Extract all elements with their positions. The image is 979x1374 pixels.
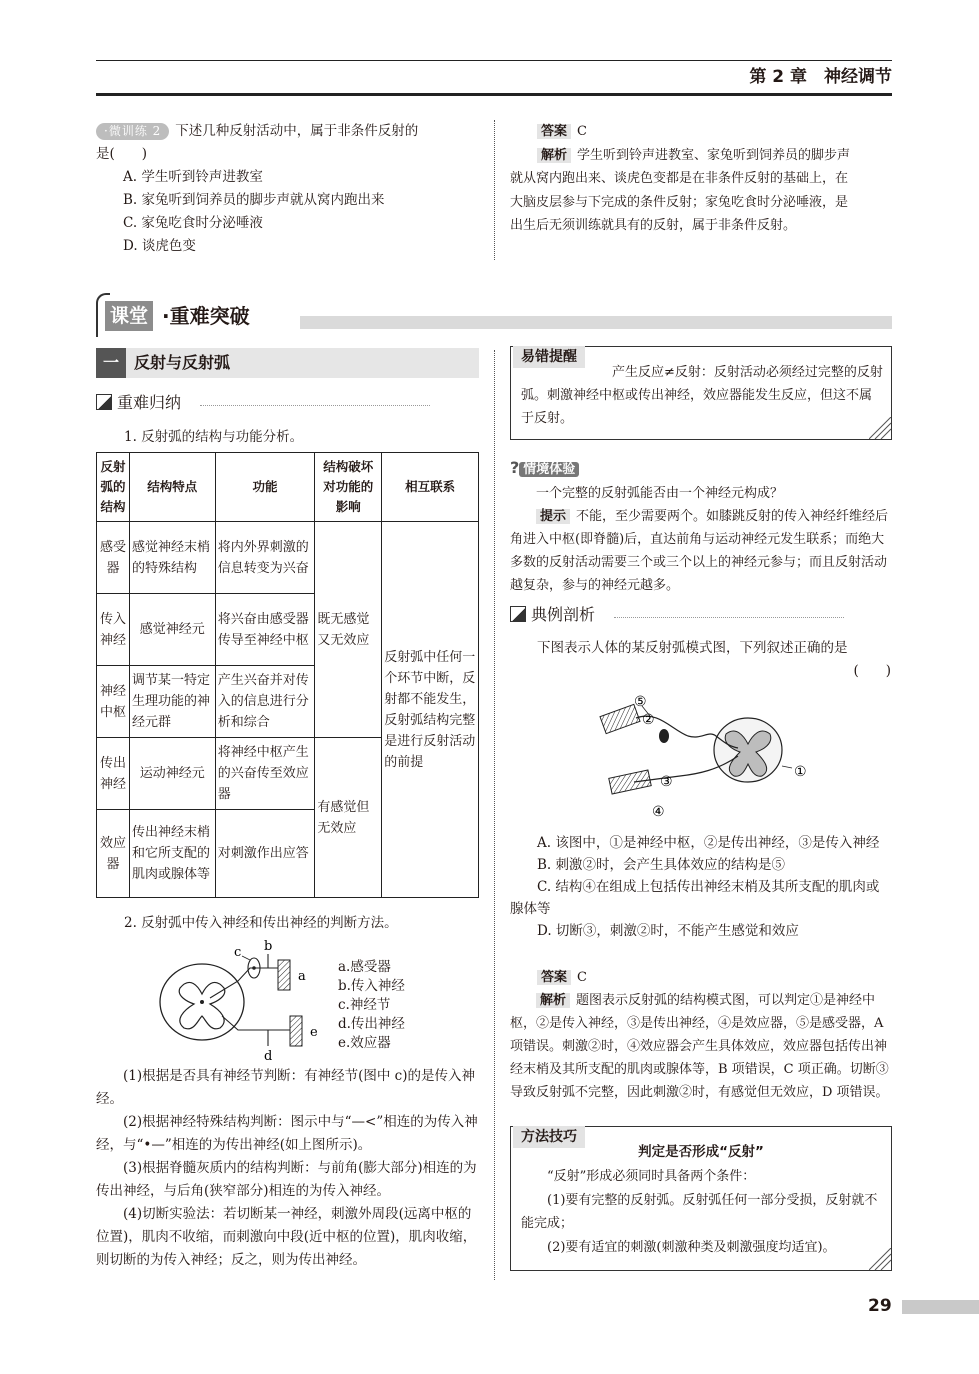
- error-reminder-text: 产生反应≠反射：反射活动必须经过完整的反射弧。刺激神经中枢或传出神经，效应器能发生反应，但这不属于反射。: [521, 365, 883, 426]
- exercise-option: B. 家兔听到饲养员的脚步声就从窝内跑出来: [123, 192, 385, 208]
- table-cell: 感觉神经元: [129, 594, 215, 666]
- table-cell: 将神经中枢产生的兴奋传至效应器: [215, 738, 315, 810]
- table-cell: 神经中枢: [97, 666, 130, 738]
- scenario-label: 情境体验: [519, 462, 579, 477]
- note-icon: [510, 606, 526, 622]
- example-answer: [510, 966, 891, 1104]
- section-tag: 课堂: [105, 301, 153, 331]
- page-number: 29: [868, 1296, 892, 1316]
- table-header: 相互联系: [382, 453, 479, 522]
- method-tips-line: (2)要有适宜的刺激(刺激种类及刺激强度均适宜)。: [547, 1239, 836, 1255]
- table-cell: 对刺激作出应答: [215, 810, 315, 898]
- table-cell: 有感觉但无效应: [315, 738, 382, 898]
- legend-item: e.效应器: [338, 1035, 391, 1051]
- method-tips-title: 判定是否形成“反射”: [638, 1144, 764, 1160]
- error-reminder-label: 易错提醒: [513, 346, 585, 368]
- scenario-question: 一个完整的反射弧能否由一个神经元构成？: [536, 486, 784, 501]
- method-paragraph: (2)根据神经特殊结构判断：图示中与“—<”相连的为传入神经，与“•—”相连的为传出神经(如上图所示)。: [96, 1114, 478, 1153]
- method-tips-box: [510, 1126, 892, 1271]
- exercise-answer: [510, 120, 891, 238]
- page-number-bar: [902, 1300, 979, 1314]
- hint-text: 不能，至少需要两个。如膝跳反射的传入神经纤维经后角进入中枢(即脊髓)后，直达前角与运动神经元发生联系；而绝大多数的反射活动需要三个或三个以上的神经元参与；而且反射活动越复杂，参与的神经元越多。: [510, 509, 889, 593]
- header-rule: [96, 60, 892, 61]
- method-tips-label: 方法技巧: [513, 1126, 585, 1148]
- summary-heading-text: 重难归纳: [117, 393, 182, 412]
- column-separator-main: [494, 350, 495, 1280]
- example-heading-text: 典例剖析: [531, 605, 596, 624]
- example-option: D. 切断③，刺激②时，不能产生感觉和效应: [537, 923, 799, 939]
- example-heading: [510, 604, 595, 626]
- analysis-line: 学生听到铃声进教室、家兔听到饲养员的脚步声: [577, 147, 851, 163]
- summary-heading: [96, 392, 181, 414]
- table-header: 反射弧的结构: [97, 453, 130, 522]
- table-cell: 既无感觉又无效应: [315, 522, 382, 738]
- scenario-body: [510, 482, 891, 597]
- example-option: C. 结构④在组成上包括传出神经末梢及其所支配的肌肉或腺体等: [510, 879, 880, 917]
- chapter-title: 第 2 章 神经调节: [749, 67, 892, 87]
- exercise-option: C. 家兔吃食时分泌唾液: [123, 215, 263, 231]
- scenario-heading: [510, 458, 579, 480]
- example-option: A. 该图中，①是神经中枢，②是传出神经，③是传入神经: [537, 835, 880, 851]
- method-tips-line: “反射”形成必须同时具备两个条件：: [547, 1169, 756, 1184]
- analysis-text: 题图表示反射弧的结构模式图，可以判定①是神经中枢，②是传入神经，③是传出神经，④是效应器，⑤是感受器，A 项错误。刺激②时，④效应器会产生具体效应，效应器包括传出神经末梢及其所支配的肌肉或腺体等，B 项错误，C 项正确。切断③导致反射弧不完整，因此刺激②时，有感觉但无效应，D 项错误。: [510, 993, 889, 1100]
- legend-item: b.传入神经: [338, 978, 405, 994]
- table-cell: 产生兴奋并对传入的信息进行分析和综合: [215, 666, 315, 738]
- box-corner: [869, 1248, 891, 1270]
- header-bar: [96, 93, 892, 96]
- method-paragraph: (3)根据脊髓灰质内的结构判断：与前角(膨大部分)相连的为传出神经，与后角(狭窄部分)相连的为传入神经。: [96, 1160, 477, 1199]
- exercise-question-line2: 是( ): [96, 146, 148, 162]
- analysis-line: 就从窝内跑出来、谈虎色变都是在非条件反射的基础上，在: [510, 171, 849, 186]
- table-cell: 将内外界刺激的信息转变为兴奋: [215, 522, 315, 594]
- example-options: [510, 832, 891, 942]
- table-header: 结构破坏对功能的影响: [315, 453, 382, 522]
- table-cell: 传出神经: [97, 738, 130, 810]
- figure-label-1: ①: [794, 764, 807, 780]
- answer-value: C: [577, 124, 587, 139]
- exercise-question-line1: 下述几种反射活动中，属于非条件反射的: [175, 123, 419, 139]
- method-paragraph: (4)切断实验法：若切断某一神经，刺激外周段(远离中枢的位置)，肌肉不收缩，而刺激向中段(近中枢的位置)，肌肉收缩，则切断的为传入神经；反之，则为传出神经。: [96, 1206, 477, 1268]
- table-cell: 反射弧中任何一个环节中断，反射都不能发生，反射弧结构完整是进行反射活动的前提: [382, 522, 479, 898]
- diagram-letter-b: b: [264, 939, 273, 954]
- summary-item1: 1. 反射弧的结构与功能分析。: [124, 429, 304, 445]
- section-title: [96, 291, 892, 339]
- example-question-paren: ( ): [853, 663, 891, 679]
- subsection-number: 一: [96, 348, 126, 378]
- example-option: B. 刺激②时，会产生具体效应的结构是⑤: [537, 857, 786, 873]
- table-cell: 传入神经: [97, 594, 130, 666]
- table-cell: 传出神经末梢和它所支配的肌肉或腺体等: [129, 810, 215, 898]
- table-cell: 调节某一特定生理功能的神经元群: [129, 666, 215, 738]
- figure-label-5: ⑤: [634, 694, 647, 710]
- table-cell: 感受器: [97, 522, 130, 594]
- answer-label: 答案: [537, 124, 571, 139]
- figure-label-2: ②: [642, 712, 655, 728]
- dotted-rule: [614, 617, 844, 618]
- method-paragraph: (1)根据是否具有神经节判断：有神经节(图中 c)的是传入神经。: [96, 1068, 476, 1107]
- hint-label: 提示: [536, 509, 570, 524]
- error-reminder-box: [510, 346, 892, 440]
- analysis-label: 解析: [536, 993, 570, 1008]
- analysis-line: 大脑皮层参与下完成的条件反射；家兔吃食时分泌唾液，是: [510, 194, 849, 210]
- diagram-letter-d: d: [264, 1049, 273, 1064]
- subsection-heading: [96, 348, 479, 378]
- question-icon: ?: [510, 458, 520, 477]
- table-cell: 运动神经元: [129, 738, 215, 810]
- method-tips-line: (1)要有完整的反射弧。反射弧任何一部分受损，反射就不能完成；: [521, 1192, 878, 1231]
- exercise-option: D. 谈虎色变: [123, 238, 196, 254]
- exercise-option: A. 学生听到铃声进教室: [123, 169, 263, 185]
- analysis-line: 出生后无须训练就具有的反射，属于非条件反射。: [510, 218, 797, 233]
- exercise-question: [96, 120, 479, 258]
- section-bar: [300, 316, 892, 329]
- method-tips-body: [521, 1165, 883, 1259]
- example-figure: [598, 690, 828, 820]
- table-cell: 效应器: [97, 810, 130, 898]
- diagram-letter-a: a: [298, 969, 306, 984]
- summary-item2: 2. 反射弧中传入神经和传出神经的判断方法。: [124, 915, 398, 931]
- column-separator-top: [494, 120, 495, 260]
- answer-label: 答案: [537, 970, 571, 985]
- legend-item: c.神经节: [338, 997, 391, 1013]
- table-cell: 将兴奋由感受器传导至神经中枢: [215, 594, 315, 666]
- box-corner: [869, 417, 891, 439]
- diagram-letter-e: e: [310, 1025, 318, 1040]
- diagram-letter-c: c: [234, 945, 242, 960]
- reflex-arc-table: [96, 452, 479, 898]
- dotted-rule: [200, 405, 430, 406]
- analysis-label: 解析: [537, 148, 571, 163]
- table-header: 结构特点: [129, 453, 215, 522]
- section-heading: ·重难突破: [162, 304, 250, 328]
- legend-item: a.感受器: [338, 959, 391, 975]
- table-cell: 感觉神经末梢的特殊结构: [129, 522, 215, 594]
- judgment-methods: [96, 1065, 479, 1272]
- example-question: [510, 637, 891, 683]
- subsection-title: 反射与反射弧: [134, 353, 231, 372]
- exercise-tag: ·微训练 2: [96, 123, 169, 140]
- legend-item: d.传出神经: [338, 1016, 405, 1032]
- example-question-text: 下图表示人体的某反射弧模式图，下列叙述正确的是: [537, 640, 848, 656]
- note-icon: [96, 394, 112, 410]
- table-header: 功能: [215, 453, 315, 522]
- figure-label-3: ③: [660, 774, 673, 790]
- answer-value: C: [577, 970, 587, 985]
- diagram-legend: [338, 958, 405, 1053]
- figure-label-4: ④: [652, 804, 665, 820]
